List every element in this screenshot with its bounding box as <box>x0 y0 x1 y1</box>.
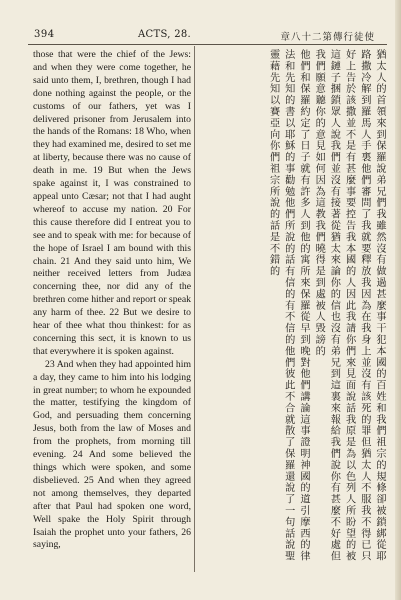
english-text-column <box>33 49 191 575</box>
column-divider <box>194 46 195 572</box>
english-paragraph-1: those that were the chief of the Jews: and when they were come together, he said unto them, I, brethren, though I had done nothing against the people, or the customs of our fathers, yet was I delivered prisoner from Jerusalem into the hands of the Romans: 18 Who, when they had examined me, desired to set me at liberty, because there was no cause of death in me. 19 But when the Jews spake against it, I was constrained to appeal unto Cæsar; not that I had aught whereof to accuse my nation. 20 For this cause therefore did I entreat you to see and to speak with me: for because of the hope of Israel I am bound with this chain. 21 And they said unto him, We neither received letters from Judæa concerning thee, nor did any of the brethren come hither and report or speak any harm of thee. 22 But we desire to hear of thee what thou thinkest: for as concerning this sect, it is known to us that everywhere it is spoken against. <box>33 49 191 357</box>
english-paragraph-2: 23 And when they had appointed him a day, they came to him into his lodging in great number; to whom he expounded the matter, testifying the kingdom of God, and persuading them concerning Jesus, both from the law of Moses and from the prophets, from morning till evening. 24 And some believed the things which were spoken, and some disbelieved. 25 And when they agreed not among themselves, they departed after that Paul had spoken one word, Well spake the Holy Spirit through Isaiah the prophet unto your fathers, 26 saying, <box>33 358 191 551</box>
chinese-text-column <box>197 49 387 571</box>
running-header <box>28 26 387 45</box>
page-number: 394 <box>34 29 55 40</box>
page-edge <box>395 0 401 600</box>
chinese-paragraph-2: 他們和保羅約定了日子就有許多人到他的寓所來保羅從早到晚對他們講論這事證明神國的道引摩西的律法和先知的書以耶穌的事勸勉他們所說的話有信的有不信的他們彼此不合就散了保羅還說了一句話說聖靈藉先知以賽亞向你們祖宗所說的話是不錯的 <box>267 49 309 562</box>
chinese-paragraph-1: 猶太人的首領來到保羅說弟兄們我雖然沒有做過甚麼事干犯本國的百姓和我們祖宗的規條卻被鎖綁從耶路撒冷解到羅馬人手裏他們審問了我就要釋放我因為在我身上並沒有該死的罪但猶太人不服我不得已只好上告於該撒並不是有甚麼事要控告我本國的人因此我請你們來見面說話我原是為以色列人所盼望的被這鏈子捆鎖眾人說我們並沒有接著從猶太來論你的信也沒有弟兄到這裏來報給我們說你有甚麼不好處但我們願意聽你的意見如何因為這教我們曉得是到處被人毀謗的 <box>313 49 385 562</box>
running-title-english: ACTS, 28. <box>138 29 191 40</box>
running-title-chinese: 章八十二第傳行徒使 <box>280 32 375 43</box>
